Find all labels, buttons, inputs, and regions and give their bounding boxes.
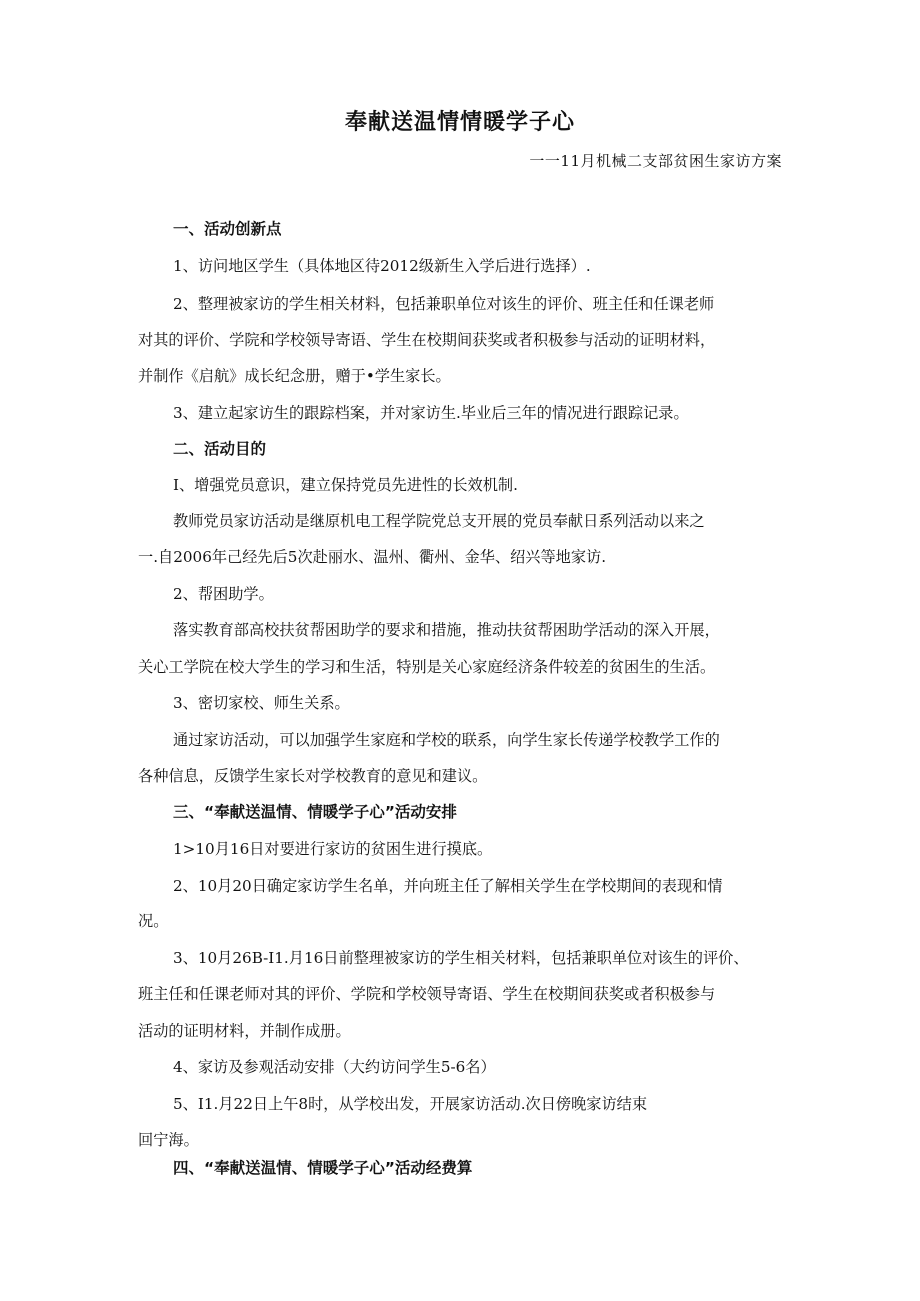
- section-heading: 一、活动创新点: [173, 220, 282, 238]
- section-heading: 四、“奉献送温情、情暖学子心”活动经费算: [173, 1159, 473, 1177]
- paragraph-line: 落实教育部高校扶贫帮困助学的要求和措施，推动扶贫帮困助学活动的深入开展，: [173, 621, 720, 639]
- paragraph-line: 2、帮困助学。: [173, 585, 274, 603]
- paragraph-line: 对其的评价、学院和学校领导寄语、学生在校期间获奖或者积极参与活动的证明材料，: [138, 331, 716, 349]
- section-heading: 二、活动目的: [173, 440, 267, 458]
- paragraph-line: 2、10月20日确定家访学生名单，并向班主任了解相关学生在学校期间的表现和情: [173, 877, 723, 895]
- paragraph-line: 3、建立起家访生的跟踪档案，并对家访生.毕业后三年的情况进行跟踪记录。: [173, 404, 689, 422]
- paragraph-line: 4、家访及参观活动安排（大约访问学生5-6名）: [173, 1058, 496, 1076]
- paragraph-line: 教师党员家访活动是继原机电工程学院党总支开展的党员奉献日系列活动以来之: [173, 512, 705, 530]
- paragraph-line: 3、10月26B-I1.月16日前整理被家访的学生相关材料，包括兼职单位对该生的评价、: [173, 949, 749, 967]
- paragraph-line: 活动的证明材料，并制作成册。: [138, 1022, 351, 1040]
- paragraph-line: 1>10月16日对要进行家访的贫困生进行摸底。: [173, 840, 493, 858]
- paragraph-line: 并制作《启航》成长纪念册，赠于•学生家长。: [138, 367, 451, 385]
- paragraph-line: 3、密切家校、师生关系。: [173, 694, 350, 712]
- paragraph-line: 一.自2006年己经先后5次赴丽水、温州、衢州、金华、绍兴等地家访.: [138, 548, 607, 566]
- document-subtitle: 一一11月机械二支部贫困生家访方案: [529, 152, 782, 170]
- paragraph-line: 回宁海。: [138, 1131, 199, 1149]
- paragraph-line: 关心工学院在校大学生的学习和生活，特别是关心家庭经济条件较差的贫困生的生活。: [138, 658, 716, 676]
- paragraph-line: 况。: [138, 912, 169, 930]
- paragraph-line: 1、访问地区学生（具体地区待2012级新生入学后进行选择）.: [173, 257, 591, 275]
- paragraph-line: 2、整理被家访的学生相关材料，包括兼职单位对该生的评价、班主任和任课老师: [173, 295, 715, 313]
- section-heading: 三、“奉献送温情、情暖学子心”活动安排: [173, 803, 457, 821]
- paragraph-line: 各种信息，反馈学生家长对学校教育的意见和建议。: [138, 767, 488, 785]
- paragraph-line: 班主任和任课老师对其的评价、学院和学校领导寄语、学生在校期间获奖或者积极参与: [138, 985, 716, 1003]
- paragraph-line: 5、I1.月22日上午8时，从学校出发，开展家访活动.次日傍晚家访结束: [173, 1095, 648, 1113]
- paragraph-line: I、增强党员意识，建立保持党员先进性的长效机制.: [173, 476, 518, 494]
- paragraph-line: 通过家访活动，可以加强学生家庭和学校的联系，向学生家长传递学校教学工作的: [173, 731, 720, 749]
- document-title: 奉献送温情情暖学子心: [344, 110, 575, 135]
